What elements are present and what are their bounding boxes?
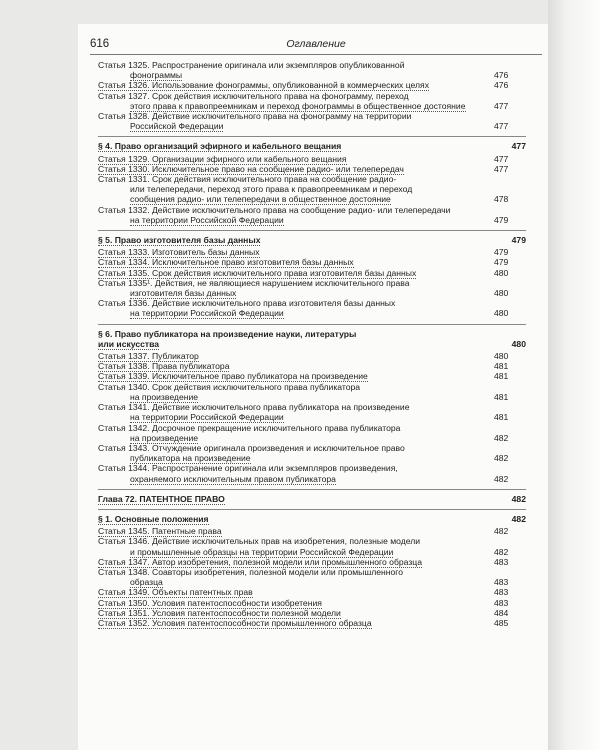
toc-entry[interactable]: Статья 1328. Действие исключительного права на фонограмму на территории Российской Федерации 477	[98, 111, 509, 132]
section-heading-text: § 4. Право организаций эфирного и кабельного вещания	[98, 141, 342, 152]
toc-entry[interactable]: Статья 1334. Исключительное право изготовителя базы данных 479	[98, 257, 509, 268]
toc-entry[interactable]: Статья 1340. Срок действия исключительного права публикатора на произведение 481	[98, 381, 509, 402]
toc-entry[interactable]: Статья 1335¹. Действия, не являющиеся нарушением исключительного права изготовителя базы данных 480	[98, 277, 509, 299]
toc-entry-text: изготовителя базы данных	[130, 288, 237, 299]
toc-page-number: 482	[511, 493, 526, 504]
toc-entry-text: Статья 1326. Использование фонограммы, опубликованной в коммерческих целях	[98, 80, 429, 91]
toc-entry-text: на территории Российской Федерации	[130, 214, 284, 225]
toc-section	[98, 509, 526, 628]
toc-entry-text: Российской Федерации	[130, 121, 224, 132]
toc-entry[interactable]: Статья 1339. Исключительное право публикатора на произведение 481	[98, 371, 509, 382]
toc-entry[interactable]: Статья 1348. Соавторы изобретения, полезной модели или промышленного образца 483	[98, 566, 509, 588]
toc-entry[interactable]: Статья 1326. Использование фонограммы, опубликованной в коммерческих целях 476	[98, 80, 509, 91]
toc-entry[interactable]: Статья 1352. Условия патентоспособности промышленного образца 485	[98, 617, 509, 628]
toc-entry[interactable]: Статья 1333. Изготовитель базы данных 479	[98, 247, 509, 258]
toc-entry-text: Статья 1347. Автор изобретения, полезной модели или промышленного образца	[98, 556, 422, 567]
toc-entry-text: Статья 1348. Соавторы изобретения, полезной модели или промышленного	[98, 566, 403, 577]
toc-entry-text: Статья 1336. Действие исключительного права изготовителя базы данных	[98, 298, 396, 309]
toc-entry[interactable]: Статья 1332. Действие исключительного права на сообщение радио- или телепередачи на территории Российской Федерации 479	[98, 204, 509, 225]
toc-entry-text: сообщения радио- или телепередачи в общественное достояние	[130, 194, 391, 205]
toc-entry-text: или телепередачи, переход этого права к правопреемникам и переход	[130, 184, 413, 195]
toc-entry[interactable]: Статья 1325. Распространение оригинала или экземпляров опубликованной фонограммы 476	[98, 60, 509, 81]
section-heading[interactable]	[98, 514, 526, 524]
toc-entry[interactable]: Статья 1346. Действие исключительных прав на изобретения, полезные модели и промышленные образцы на территории Российской Федерации 482	[98, 536, 509, 557]
toc-entry-text: на территории Российской Федерации	[130, 412, 284, 423]
section-heading-text: Глава 72. ПАТЕНТНОЕ ПРАВО	[98, 493, 225, 504]
toc-entry[interactable]: Статья 1351. Условия патентоспособности полезной модели 484	[98, 607, 509, 618]
toc-entry[interactable]: Статья 1342. Досрочное прекращение исключительного права публикатора на произведение 482	[98, 422, 509, 443]
toc-entry[interactable]: Статья 1331. Срок действия исключительного права на сообщение радио- или телепередачи, переход этого права к правопреемникам и переход сообщения радио- или телепередачи в общественное достояние 478	[98, 174, 509, 205]
toc-entry[interactable]: Статья 1349. Объекты патентных прав 483	[98, 587, 509, 598]
toc-entry-text: Статья 1346. Действие исключительных прав на изобретения, полезные модели	[98, 536, 421, 547]
toc-entry-text: фонограммы	[130, 70, 183, 81]
toc-entry-text: Статья 1341. Действие исключительного права публикатора на произведение	[98, 402, 410, 413]
toc-entry-text: Статья 1332. Действие исключительного права на сообщение радио- или телепередачи	[98, 204, 451, 215]
toc-page-number: 479	[511, 235, 526, 246]
toc-entry[interactable]: Статья 1327. Срок действия исключительного права на фонограмму, переход этого права к правопреемникам и переход фонограммы в общественное достояние 477	[98, 90, 509, 111]
toc-entry[interactable]: Статья 1336. Действие исключительного права изготовителя базы данных на территории Российской Федерации 480	[98, 298, 509, 319]
toc-entry-text: Статья 1327. Срок действия исключительного права на фонограмму, переход	[98, 90, 409, 101]
toc-section	[98, 136, 526, 225]
toc-entry-text: на произведение	[130, 391, 199, 402]
toc-entry-text: Статья 1343. Отчуждение оригинала произведения и исключительное право	[98, 442, 405, 453]
toc-entry-text: Статья 1334. Исключительное право изготовителя базы данных	[98, 257, 354, 268]
toc-page-number: 477	[511, 141, 526, 152]
book-page	[78, 24, 548, 750]
toc-entry-text: Статья 1325. Распространение оригинала или экземпляров опубликованной	[98, 60, 405, 70]
toc-section	[98, 60, 526, 131]
section-heading-text: § 1. Основные положения	[98, 513, 209, 524]
toc-entry-text: Статья 1350. Условия патентоспособности изобретения	[98, 597, 322, 608]
toc-entry-text: Статья 1351. Условия патентоспособности полезной модели	[98, 607, 341, 618]
toc-entry[interactable]: Статья 1347. Автор изобретения, полезной модели или промышленного образца 483	[98, 556, 509, 567]
toc-entry-text: Статья 1335¹. Действия, не являющиеся нарушением исключительного права	[98, 277, 410, 288]
toc-entry-text: на территории Российской Федерации	[130, 308, 284, 319]
toc-entry-text: Статья 1331. Срок действия исключительного права на сообщение радио-	[98, 174, 397, 185]
toc-entry[interactable]: Статья 1350. Условия патентоспособности изобретения 483	[98, 597, 509, 608]
toc-entry-text: Статья 1335. Срок действия исключительного права изготовителя базы данных	[98, 267, 417, 278]
toc-entry[interactable]: Статья 1335. Срок действия исключительного права изготовителя базы данных 480	[98, 267, 509, 278]
toc-entry-text: Статья 1349. Объекты патентных прав	[98, 587, 253, 598]
toc-entry[interactable]: Статья 1345. Патентные права 482	[98, 526, 509, 537]
page-number: 616	[90, 38, 110, 50]
section-heading-text: § 6. Право публикатора на произведение науки, литературы	[98, 328, 357, 339]
toc-entry-text: и промышленные образцы на территории Российской Федерации	[130, 546, 394, 557]
toc-entry-text: Статья 1328. Действие исключительного права на фонограмму на территории	[98, 111, 412, 122]
running-title: Оглавление	[286, 38, 346, 50]
toc-entry-text: Статья 1342. Досрочное прекращение исключительного права публикатора	[98, 422, 401, 433]
section-heading[interactable]	[98, 494, 526, 504]
toc-entry[interactable]: Статья 1330. Исключительное право на сообщение радио- или телепередач 477	[98, 163, 509, 174]
toc-entry[interactable]: Статья 1329. Организации эфирного или кабельного вещания 477	[98, 153, 509, 164]
section-heading[interactable]	[98, 235, 526, 245]
toc-entry-text: охраняемого исключительным правом публикатора	[130, 473, 336, 484]
section-heading-text: или искусства	[98, 338, 160, 349]
toc-entry-text: этого права к правопреемникам и переход фонограммы в общественное достояние	[130, 100, 466, 111]
toc-entry[interactable]: Статья 1344. Распространение оригинала или экземпляров произведения, охраняемого исключительным правом публикатора 482	[98, 463, 509, 484]
toc-entry-text: Статья 1345. Патентные права	[98, 526, 222, 537]
toc-page-number: 480	[511, 338, 526, 349]
toc-entry-text: Статья 1337. Публикатор	[98, 351, 199, 362]
toc-entry[interactable]: Статья 1338. Права публикатора 481	[98, 361, 509, 372]
toc-entry-text: Статья 1352. Условия патентоспособности промышленного образца	[98, 617, 372, 628]
toc-entry-text: Статья 1338. Права публикатора	[98, 361, 230, 372]
toc-entry-text: Статья 1339. Исключительное право публикатора на произведение	[98, 371, 368, 382]
book-spine-shadow	[548, 0, 600, 750]
toc-entry-text: Статья 1333. Изготовитель базы данных	[98, 247, 260, 258]
toc-entry[interactable]: Статья 1343. Отчуждение оригинала произведения и исключительное право публикатора на произведение 482	[98, 442, 509, 464]
toc-entry-text: Статья 1344. Распространение оригинала или экземпляров произведения,	[98, 463, 398, 474]
toc-entry[interactable]: Статья 1337. Публикатор 480	[98, 351, 509, 362]
section-heading-text: § 5. Право изготовителя базы данных	[98, 235, 261, 246]
toc-section	[98, 230, 526, 319]
toc-entry[interactable]: Статья 1341. Действие исключительного права публикатора на произведение на территории Российской Федерации 481	[98, 402, 509, 423]
toc-entry-text: Статья 1340. Срок действия исключительного права публикатора	[98, 381, 361, 392]
running-header	[90, 38, 542, 55]
toc-section	[98, 324, 526, 484]
toc-entry-text: Статья 1329. Организации эфирного или кабельного вещания	[98, 153, 347, 164]
section-heading[interactable]	[98, 141, 526, 151]
toc-section	[98, 489, 526, 504]
toc-entry-text: Статья 1330. Исключительное право на сообщение радио- или телепередач	[98, 163, 404, 174]
toc-entry-text: публикатора на произведение	[130, 453, 251, 464]
table-of-contents	[98, 60, 526, 628]
toc-page-number: 482	[511, 513, 526, 524]
toc-entry-text: образца	[130, 577, 163, 588]
toc-entry-text: на произведение	[130, 432, 199, 443]
section-heading[interactable]	[98, 329, 526, 349]
